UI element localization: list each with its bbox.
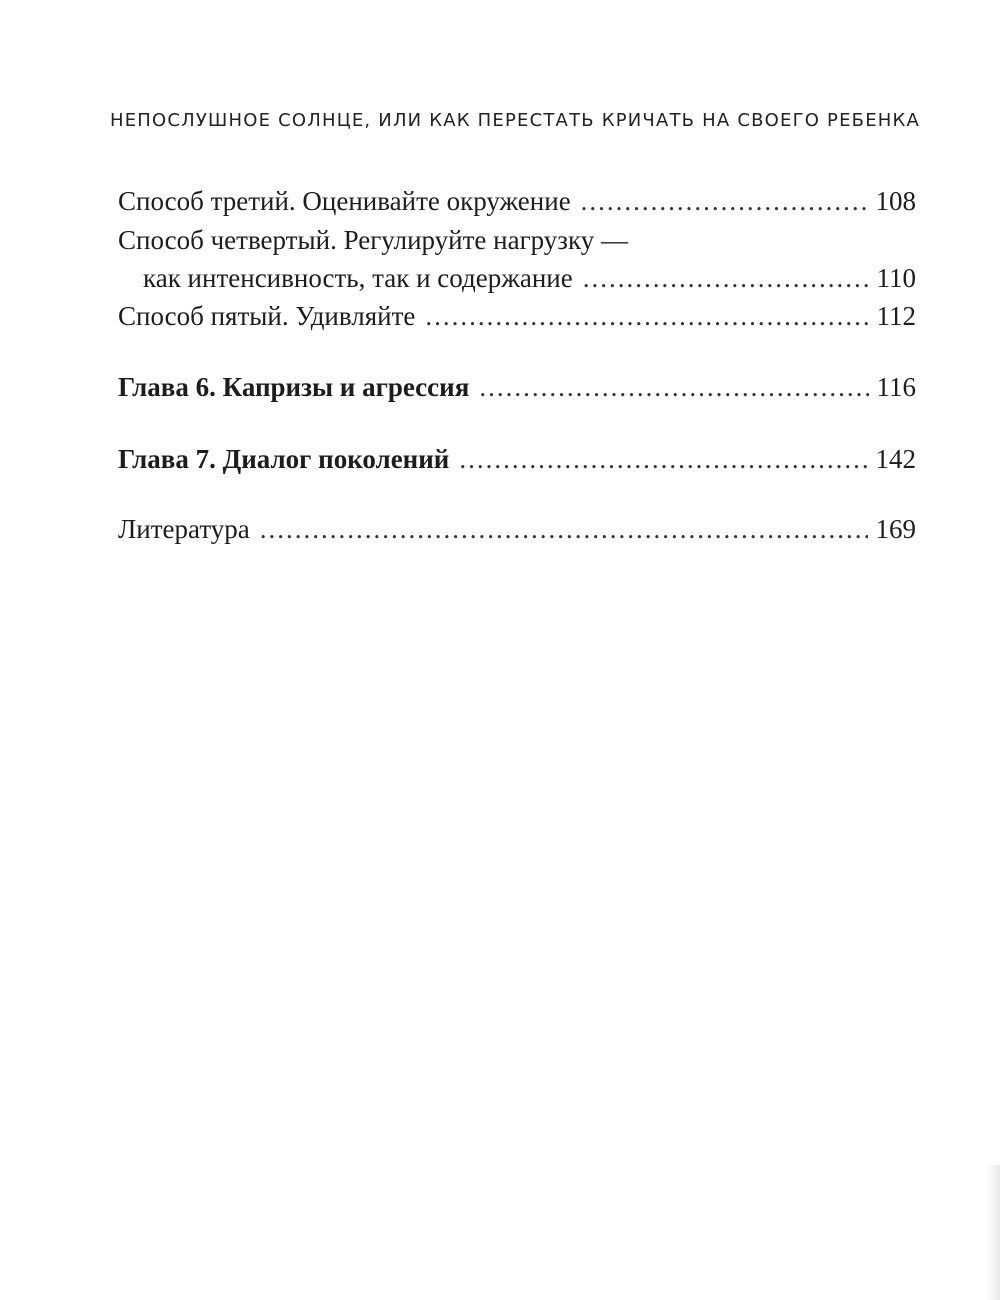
page-edge-shadow bbox=[986, 1165, 1000, 1300]
toc-entry-page: 110 bbox=[876, 263, 916, 293]
toc-entry-title: Способ пятый. Удивляйте bbox=[118, 301, 416, 331]
toc-entry-continuation[interactable] bbox=[118, 260, 916, 296]
toc-entry-page: 142 bbox=[875, 444, 916, 474]
toc-entry[interactable] bbox=[118, 183, 916, 219]
toc-entry-page: 116 bbox=[876, 372, 916, 402]
toc-entry-title: Способ четвертый. Регулируйте нагрузку — bbox=[118, 225, 628, 255]
toc-leader-dots bbox=[581, 183, 868, 219]
toc-entry-title: как интенсивность, так и содержание bbox=[143, 263, 573, 293]
toc-entry[interactable] bbox=[118, 222, 916, 258]
toc-leader-dots bbox=[459, 441, 867, 477]
toc-entry[interactable] bbox=[118, 298, 916, 334]
toc-entry-title: Глава 7. Диалог поколений bbox=[118, 444, 450, 474]
toc-entry-title: Литература bbox=[118, 514, 250, 544]
toc-entry-title: Глава 6. Капризы и агрессия bbox=[118, 372, 470, 402]
toc-entry-page: 169 bbox=[875, 514, 916, 544]
toc-entry-page: 108 bbox=[875, 186, 916, 216]
toc-entry-page: 112 bbox=[876, 301, 916, 331]
toc-chapter-entry[interactable] bbox=[118, 369, 916, 405]
running-head: НЕПОСЛУШНОЕ СОЛНЦЕ, ИЛИ КАК ПЕРЕСТАТЬ КРИЧАТЬ НА СВОЕГО РЕБЕНКА bbox=[109, 110, 921, 131]
toc-chapter-entry[interactable] bbox=[118, 441, 916, 477]
toc-entry[interactable] bbox=[118, 511, 916, 547]
toc-leader-dots bbox=[260, 511, 868, 547]
toc-leader-dots bbox=[479, 369, 868, 405]
toc-leader-dots bbox=[583, 260, 869, 296]
toc-entry-title: Способ третий. Оценивайте окружение bbox=[118, 186, 571, 216]
toc-leader-dots bbox=[425, 298, 868, 334]
